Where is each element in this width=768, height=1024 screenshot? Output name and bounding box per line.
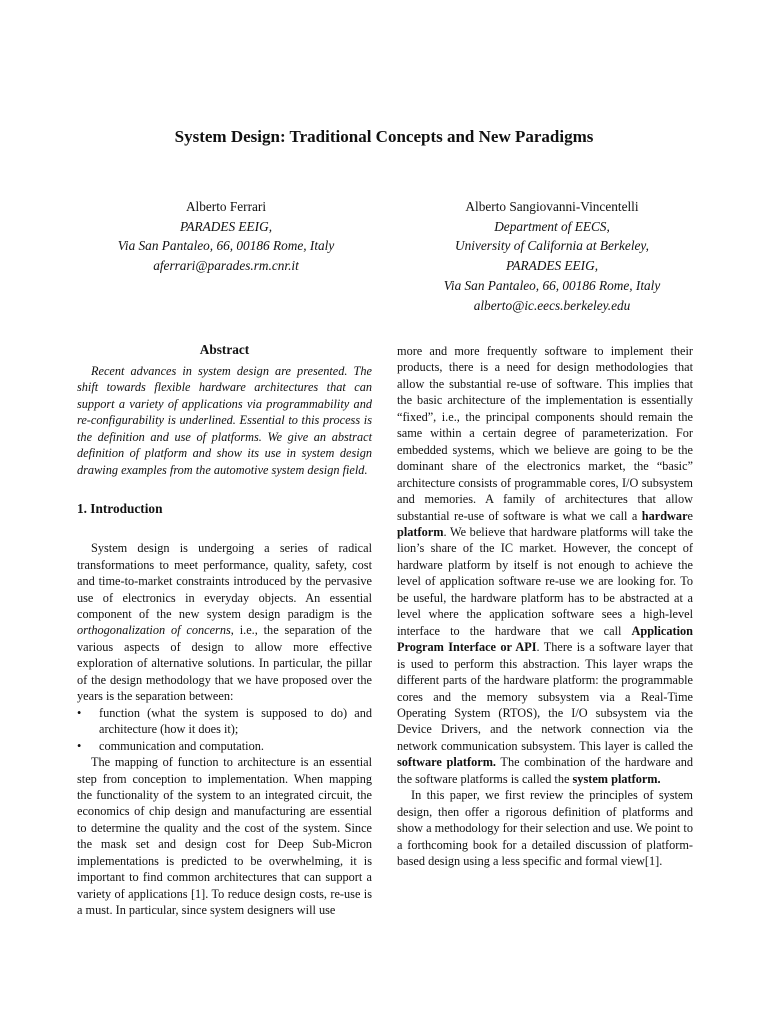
bullet-list <box>77 705 372 754</box>
section-heading-introduction: 1. Introduction <box>77 501 163 517</box>
bold-term: Application Program Interface or API <box>397 623 693 655</box>
paper-title: System Design: Traditional Concepts and New Paradigms <box>174 127 594 146</box>
emphasis-term: orthogonalization of concerns <box>77 623 231 638</box>
left-column <box>77 341 372 919</box>
list-item <box>77 705 372 738</box>
text-run: , i.e., the separation of the various aspects of design to allow more effective exploration of alternative solutions. In particular, the pillar of the design methodology that we have proposed over the years is the separation between: <box>77 623 372 704</box>
author-address: Via San Pantaleo, 66, 00186 Rome, Italy <box>117 238 335 254</box>
author-email: alberto@ic.eecs.berkeley.edu <box>473 297 631 313</box>
text-run: System design is undergoing a series of radical transformations to meet performance, quality, safety, cost and time-to-market constraints introduced by the pervasive use of electronics in everyday objects. An essential component of the new system design paradigm is the <box>77 541 372 621</box>
author-university: University of California at Berkeley, <box>455 238 649 254</box>
author-department: Department of EECS, <box>494 218 610 234</box>
intro-paragraph-1 <box>77 540 372 705</box>
text-run: e <box>687 508 693 523</box>
author-name: Alberto Ferrari <box>185 199 267 214</box>
intro-paragraph-2: The mapping of function to architecture is an essential step from conception to implementation. When mapping the functionality of the system to an integrated circuit, the economics of chip design and manufacturing are essential to determine the quality and the cost of the system. Since the mask set and design cost for Deep Sub-Micron implementations is predicted to be overwhelming, it is important to find common architectures that can support a variety of applications [1]. To reduce design costs, re-use is a must. In particular, since system designers will use <box>77 755 372 918</box>
bullet-icon: • <box>77 705 82 720</box>
bold-term: software platform. <box>397 755 497 770</box>
abstract-text: Recent advances in system design are presented. The shift towards flexible hardware architectures that can support a variety of applications via programmability and re-configurability is underlined. Essential to this process is the definition and use of platforms. We give an abstract definition of platform and show its use in system design drawing examples from the automotive system design field. <box>77 364 372 477</box>
bold-term: system platform. <box>572 771 661 786</box>
author-block-1 <box>78 197 374 276</box>
author-block-2 <box>395 197 709 315</box>
bullet-icon: • <box>77 738 82 753</box>
author-name: Alberto Sangiovanni-Vincentelli <box>465 199 639 214</box>
author-address: Via San Pantaleo, 66, 00186 Rome, Italy <box>443 277 661 293</box>
intro-paragraph-4: In this paper, we first review the principles of system design, then offer a rigorous definition of platforms and show a methodology for their selection and use. We point to a forthcoming book for a detailed discussion of platform-based design using a less specific and formal view[1]. <box>397 788 693 869</box>
intro-paragraph-3 <box>397 343 693 787</box>
abstract-heading: Abstract <box>199 342 250 357</box>
bold-term: platform <box>397 524 444 539</box>
text-run: . We believe that hardware platforms will take the lion’s share of the IC market. However, the concept of hardware platform by itself is not enough to achieve the level of application software re-use we are looking for. To be useful, the hardware platform has to be abstracted at a level where the application software sees a high-level interface to the hardware that we call <box>397 524 693 638</box>
text-run: The combination of the hardware and the software platforms is called the <box>397 755 693 786</box>
right-column <box>397 343 693 870</box>
text-run: . There is a software layer that is used to perform this abstraction. This layer wraps the different parts of the hardware platform: the programmable cores and the memory subsystem via a Real-Time Operating System (RTOS), the I/O subsystem via the Device Drivers, and the network connection via the network communication subsystem. This layer is called the <box>397 640 694 753</box>
list-item-text: function (what the system is supposed to do) and architecture (how it does it); <box>99 705 372 737</box>
text-run: more and more frequently software to implement their products, there is a need for design methodologies that allow the substantial re-use of software. This implies that the basic architecture of the implementation is essentially “fixed”, i.e., the principal components should remain the same within a certain degree of parameterization. For embedded systems, which we believe are going to be the dominant share of the electronics market, the “basic” architecture consists of programmable cores, I/O subsystem and memories. A family of architectures that allow substantial re-use of software is what we call a <box>397 344 693 523</box>
author-affiliation: PARADES EEIG, <box>505 258 599 274</box>
author-affiliation: PARADES EEIG, <box>179 218 273 234</box>
author-email: aferrari@parades.rm.cnr.it <box>153 258 299 274</box>
list-item <box>77 738 372 754</box>
list-item-text: communication and computation. <box>99 738 264 753</box>
bold-term: hardwar <box>641 508 688 523</box>
